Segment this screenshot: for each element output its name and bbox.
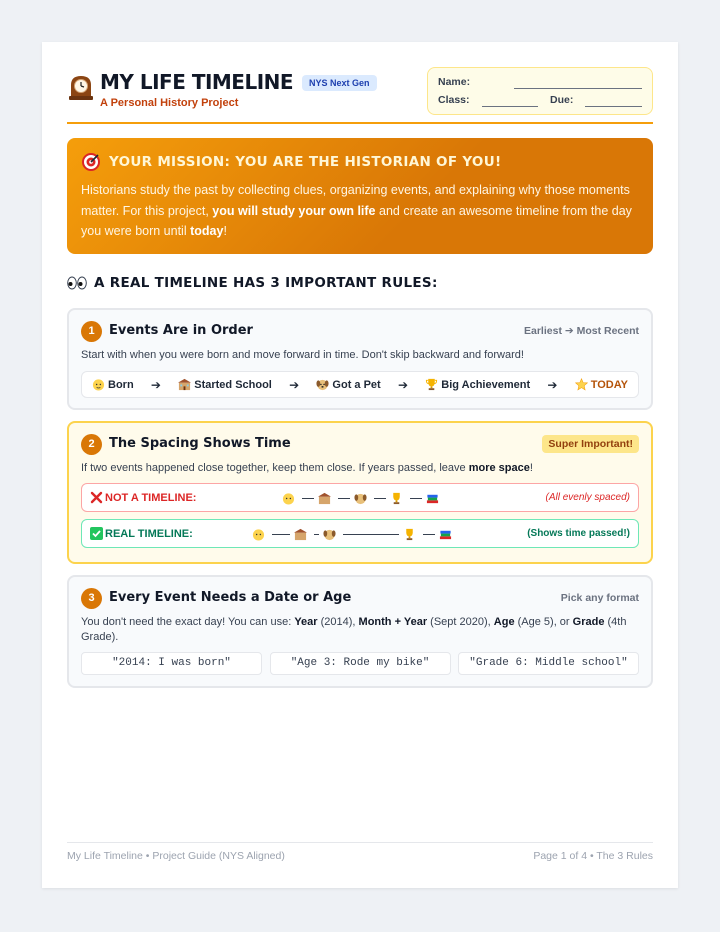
footer-divider — [67, 842, 653, 843]
rule-card-1 — [67, 308, 653, 410]
class-label: Class: — [438, 94, 470, 106]
arrow-icon: ➔ — [150, 377, 161, 392]
trophy-icon — [425, 378, 438, 391]
mission-text: Historians study the past by collecting clues, organizing events, and explaining why those moments matter. For this project, you will study your own life and create an awesome timeline from the day you were born until today! — [81, 183, 632, 238]
rule-card-2 — [67, 421, 653, 564]
flow-item-achievement: Big Achievement — [425, 378, 530, 391]
rule-tag: Pick any format — [560, 592, 639, 604]
rule-title: The Spacing Shows Time — [109, 436, 291, 451]
page-number: Page 1 of 4 • The 3 Rules — [533, 850, 653, 862]
page-subtitle: A Personal History Project — [100, 97, 239, 109]
example-grade: "Grade 6: Middle school" — [458, 652, 639, 675]
class-field[interactable] — [482, 106, 538, 107]
timeline-gap — [410, 498, 422, 500]
arrow-icon: ➔ — [289, 377, 300, 392]
bad-timeline-example — [81, 483, 639, 512]
mission-heading-text: YOUR MISSION: YOU ARE THE HISTORIAN OF YOU! — [109, 154, 502, 170]
even-spacing-sequence — [282, 484, 442, 513]
example-year: "2014: I was born" — [81, 652, 262, 675]
flow-item-pet: Got a Pet — [316, 378, 380, 391]
school-icon — [178, 378, 191, 391]
check-mark-icon — [90, 527, 103, 540]
flow-item-born: Born — [92, 378, 134, 391]
header-divider — [67, 122, 653, 124]
dog-icon — [316, 378, 329, 391]
timeline-gap — [338, 498, 350, 500]
page-title: MY LIFE TIMELINE — [100, 70, 294, 94]
name-field[interactable] — [514, 88, 642, 89]
rule-3-header — [81, 588, 639, 610]
nys-badge: NYS Next Gen — [302, 75, 377, 91]
cross-mark-icon — [90, 491, 103, 504]
rule-2-header — [81, 434, 639, 456]
baby-icon — [252, 528, 265, 541]
rule-title: Every Event Needs a Date or Age — [109, 590, 352, 605]
trophy-icon — [390, 492, 403, 505]
flow-item-today: TODAY — [575, 378, 628, 391]
rule-number: 3 — [81, 588, 102, 609]
due-label: Due: — [550, 94, 574, 106]
rule-tag: Earliest ➔ Most Recent — [524, 325, 639, 337]
bad-timeline-note: (All evenly spaced) — [545, 492, 630, 503]
dog-icon — [354, 492, 367, 505]
good-timeline-label: REAL TIMELINE: — [90, 527, 193, 540]
super-important-badge: Super Important! — [542, 435, 639, 453]
student-info-box — [427, 67, 653, 115]
footer-title: My Life Timeline • Project Guide (NYS Aligned) — [67, 850, 285, 862]
baby-icon — [282, 492, 295, 505]
rules-heading — [67, 275, 438, 291]
timeline-gap — [423, 534, 435, 536]
rule-description: Start with when you were born and move forward in time. Don't skip backward and forward! — [81, 349, 524, 361]
timeline-gap — [272, 534, 290, 536]
good-timeline-note: (Shows time passed!) — [527, 528, 630, 539]
target-icon — [81, 152, 101, 172]
timeline-gap — [374, 498, 386, 500]
timeline-gap — [314, 534, 319, 536]
rule-1-header — [81, 321, 639, 343]
proportional-spacing-sequence — [252, 520, 455, 549]
example-age: "Age 3: Rode my bike" — [270, 652, 451, 675]
mission-banner — [67, 138, 653, 254]
header — [67, 67, 653, 125]
school-icon — [294, 528, 307, 541]
trophy-icon — [403, 528, 416, 541]
timeline-gap — [302, 498, 314, 500]
rule-number: 2 — [81, 434, 102, 455]
arrow-icon: ➔ — [547, 377, 558, 392]
good-timeline-example — [81, 519, 639, 548]
page — [42, 42, 678, 888]
baby-icon — [92, 378, 105, 391]
timeline-gap — [343, 534, 399, 536]
order-flow — [81, 371, 639, 398]
books-icon — [439, 528, 452, 541]
name-label: Name: — [438, 76, 471, 88]
due-field[interactable] — [585, 106, 642, 107]
arrow-icon: ➔ — [397, 377, 409, 392]
mantel-clock-icon — [67, 73, 95, 101]
eyes-icon — [67, 276, 87, 290]
star-icon — [575, 378, 588, 391]
rule-description: You don't need the exact day! You can use: Year (2014), Month + Year (Sept 2020), Age (Age 5), or Grade (4th Grade). — [81, 616, 627, 643]
rule-number: 1 — [81, 321, 102, 342]
rule-title: Events Are in Order — [109, 323, 253, 338]
books-icon — [426, 492, 439, 505]
rule-card-3 — [67, 575, 653, 688]
flow-item-school: Started School — [178, 378, 272, 391]
mission-heading — [81, 152, 639, 172]
school-icon — [318, 492, 331, 505]
bad-timeline-label: NOT A TIMELINE: — [90, 491, 196, 504]
rule-description: If two events happened close together, keep them close. If years passed, leave more space! — [81, 462, 533, 474]
dog-icon — [323, 528, 336, 541]
rules-heading-text: A REAL TIMELINE HAS 3 IMPORTANT RULES: — [94, 275, 438, 291]
date-format-examples — [81, 652, 639, 675]
